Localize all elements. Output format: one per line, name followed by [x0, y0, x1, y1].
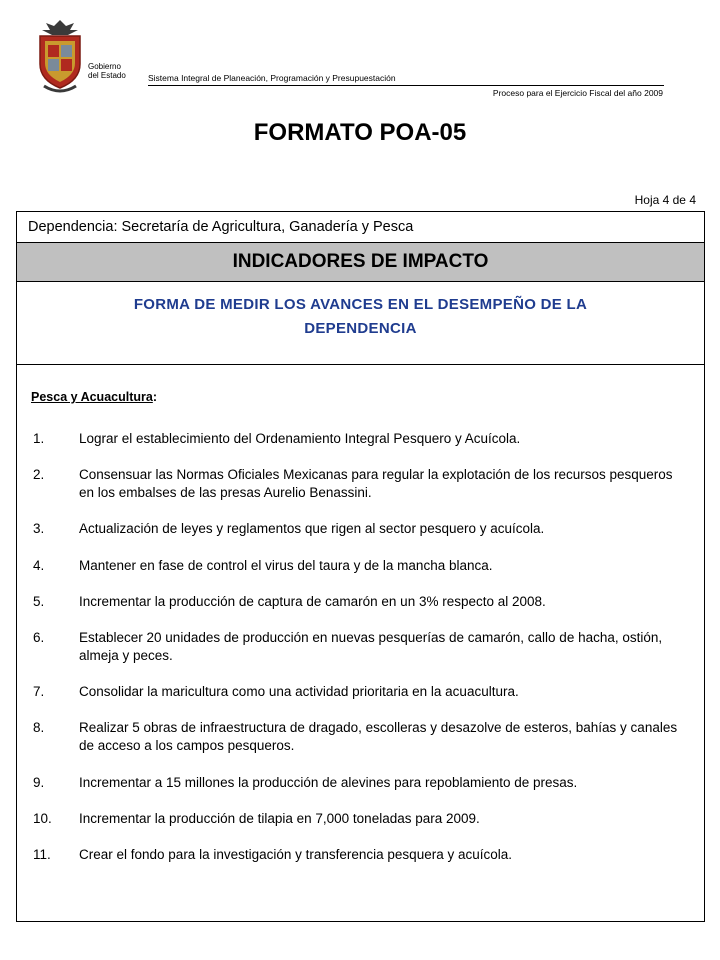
item-number: 9.: [33, 774, 45, 790]
system-name: Sistema Integral de Planeación, Programación y Presupuestación: [148, 73, 396, 83]
item-text: Incrementar a 15 millones la producción de alevines para repoblamiento de presas.: [79, 774, 578, 790]
list-item: [31, 593, 704, 611]
item-text: Incrementar la producción de captura de camarón en un 3% respecto al 2008.: [79, 593, 546, 609]
list-item: [31, 629, 704, 665]
list-item: [31, 466, 704, 502]
list-item: [31, 774, 704, 792]
item-number: 8.: [33, 720, 45, 736]
indicators-content: [17, 365, 704, 864]
item-text: Mantener en fase de control el virus del taura y de la mancha blanca.: [79, 557, 493, 573]
item-text: Crear el fondo para la investigación y transferencia pesquera y acuícola.: [79, 846, 512, 862]
state-seal-logo: [34, 18, 86, 96]
item-number: 11.: [33, 846, 51, 862]
list-item: [31, 719, 704, 755]
list-item: [31, 520, 704, 538]
page-title: FORMATO POA-05: [253, 119, 467, 146]
category-label: Pesca y Acuacultura: [31, 390, 153, 404]
government-label: [88, 62, 126, 80]
list-item: [31, 430, 704, 448]
category-suffix: :: [152, 390, 157, 404]
item-number: 3.: [33, 521, 45, 537]
item-text: Consensuar las Normas Oficiales Mexicanas para regular la explotación de los recursos pesqueros en los embalses de las presas Aurelio Benassini.: [79, 467, 673, 501]
subtitle-line2: DEPENDENCIA: [304, 320, 417, 337]
indicators-list: [31, 430, 704, 864]
category-title: [31, 390, 704, 404]
page-indicator: Hoja 4 de 4: [634, 193, 696, 207]
header-divider: [148, 85, 664, 86]
subtitle-line1: FORMA DE MEDIR LOS AVANCES EN EL DESEMPEÑO DE LA: [133, 296, 588, 313]
list-item: [31, 683, 704, 701]
section-subtitle: [17, 282, 704, 365]
item-number: 6.: [33, 629, 45, 645]
item-number: 4.: [33, 557, 45, 573]
item-number: 10.: [33, 810, 52, 826]
item-text: Actualización de leyes y reglamentos que rigen al sector pesquero y acuícola.: [79, 521, 545, 537]
item-number: 2.: [33, 467, 45, 483]
item-text: Incrementar la producción de tilapia en 7,000 toneladas para 2009.: [79, 810, 480, 826]
list-item: [31, 846, 704, 864]
process-label: Proceso para el Ejercicio Fiscal del año 2009: [492, 88, 663, 98]
item-number: 7.: [33, 684, 45, 700]
government-line2: del Estado: [88, 71, 126, 80]
section-header: INDICADORES DE IMPACTO: [17, 243, 704, 282]
list-item: [31, 810, 704, 828]
item-text: Consolidar la maricultura como una actividad prioritaria en la acuacultura.: [79, 684, 519, 700]
item-number: 1.: [33, 431, 45, 446]
government-line1: Gobierno: [88, 62, 121, 71]
item-text: Lograr el establecimiento del Ordenamiento Integral Pesquero y Acuícola.: [79, 431, 521, 446]
item-text: Establecer 20 unidades de producción en nuevas pesquerías de camarón, callo de hacha, ostión, almeja y peces.: [79, 629, 663, 663]
indicators-form: [16, 211, 705, 922]
item-number: 5.: [33, 593, 45, 609]
dependencia-label: Dependencia: Secretaría de Agricultura, Ganadería y Pesca: [17, 212, 704, 243]
item-text: Realizar 5 obras de infraestructura de dragado, escolleras y desazolve de esteros, bahías y canales de acceso a los campos pesqueros.: [79, 720, 678, 754]
list-item: [31, 557, 704, 575]
